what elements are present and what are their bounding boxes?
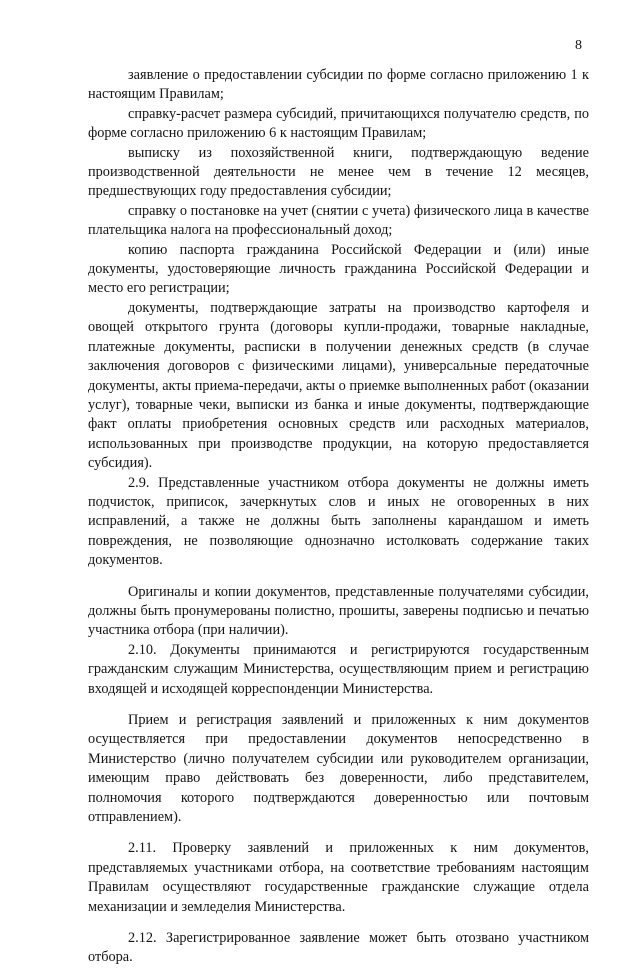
- clause-2-12: 2.12. Зарегистрированное заявление может быть отозвано участником отбора.: [88, 930, 589, 966]
- list-item-passport: копию паспорта гражданина Российской Федерации и (или) иные документы, удостоверяющие личность гражданина Российской Федерации и место его регистрации;: [88, 241, 589, 297]
- clause-2-10-reception: Прием и регистрация заявлений и приложенных к ним документов осуществляется при предоставлении документов непосредственно в Министерство (лично получателем субсидии или руководителем организации, имеющим право действовать без доверенности, либо представителем, полномочия которого подтверждаются доверенностью или почтовым отправлением).: [88, 712, 589, 826]
- list-item-application: заявление о предоставлении субсидии по форме согласно приложению 1 к настоящим Правилам;: [88, 67, 589, 103]
- clause-2-10: 2.10. Документы принимаются и регистрируются государственным гражданским служащим Министерства, осуществляющим прием и регистрацию входящей и исходящей корреспонденции Министерства.: [88, 641, 589, 697]
- clause-2-9: 2.9. Представленные участником отбора документы не должны иметь подчисток, приписок, зачеркнутых слов и иных не оговоренных в них исправлений, а также не должны быть заполнены карандашом и иметь повреждения, не позволяющие однозначно истолковать содержание таких документов.: [88, 474, 589, 569]
- document-body: [88, 66, 589, 968]
- clause-2-9-originals: Оригиналы и копии документов, представленные получателями субсидии, должны быть пронумерованы полистно, прошиты, заверены подписью и печатью участника отбора (при наличии).: [88, 583, 589, 639]
- list-item-calculation: справку-расчет размера субсидий, причитающихся получателю средств, по форме согласно приложению 6 к настоящим Правилам;: [88, 105, 589, 142]
- list-item-expense-documents: документы, подтверждающие затраты на производство картофеля и овощей открытого грунта (договоры купли-продажи, товарные накладные, платежные документы, расписки в получении денежных средств (в случае заключения договоров с физическими лицами), универсальные передаточные документы, акты приема-передачи, акты о приемке выполненных работ (оказании услуг), товарные чеки, выписки из банка и иные документы, подтверждающие факт оплаты приобретения основных средств или расходных материалов, использованных при производстве продукции, на которую предоставляется субсидия).: [88, 299, 589, 472]
- page-number: 8: [575, 38, 582, 53]
- list-item-tax-certificate: справку о постановке на учет (снятии с учета) физического лица в качестве плательщика налога на профессиональный доход;: [88, 202, 589, 239]
- clause-2-11: 2.11. Проверку заявлений и приложенных к ним документов, представляемых участниками отбора, на соответствие требованиям настоящим Правилам осуществляют государственные гражданские служащие отдела механизации и земледелия Министерства.: [88, 840, 589, 915]
- list-item-household-book: выписку из похозяйственной книги, подтверждающую ведение производственной деятельности не менее чем в течение 12 месяцев, предшествующих году предоставления субсидии;: [88, 144, 589, 200]
